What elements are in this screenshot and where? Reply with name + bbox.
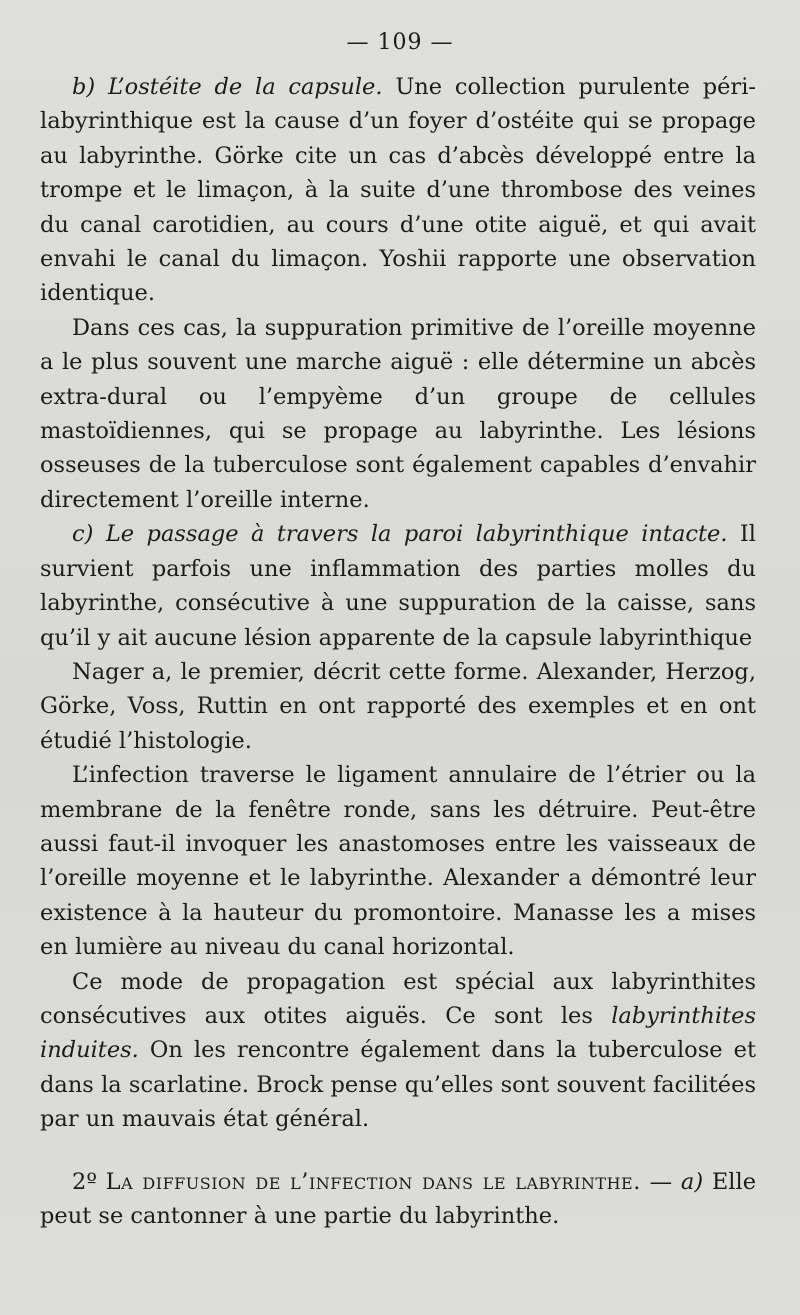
section-heading: La diffusion de l’infection dans le labyrinthe. bbox=[105, 1168, 641, 1195]
subsection-title: Le passage à travers la paroi labyrinthique intacte. bbox=[105, 521, 728, 548]
paragraph-nager: Nager a, le premier, décrit cette forme. Alexander, Herzog, Görke, Voss, Ruttin en ont rapporté des exemples et en ont étudié l’histologie. bbox=[40, 658, 756, 754]
paragraph-mode-propagation bbox=[40, 965, 756, 1137]
italic-term: labyrinthites induites. bbox=[40, 1002, 756, 1064]
paragraph-text: Une collection purulente péri-labyrinthique est la cause d’un foyer d’ostéite qui se propage au labyrinthe. Görke cite un cas d’abcès développé entre la trompe et le limaçon, à la suite d’une thrombose des veines du canal carotidien, au cours d’une otite aiguë, et qui avait envahi le canal du limaçon. Yoshii rapporte une observation identique. bbox=[40, 74, 756, 307]
paragraph-diffusion bbox=[40, 1165, 756, 1234]
dash: — bbox=[649, 1168, 673, 1195]
subsection-title: L’ostéite de la capsule. bbox=[107, 74, 383, 100]
paragraph-osteite bbox=[40, 70, 756, 311]
page-body bbox=[40, 70, 756, 1233]
paragraph-text: Ce mode de propagation est spécial aux labyrinthites consécutives aux otites aiguës. Ce sont les bbox=[40, 968, 756, 1029]
paragraph-text: On les rencontre également dans la tuberculose et dans la scarlatine. Brock pense qu’elles sont souvent facilitées par un mauvais état général. bbox=[40, 1037, 756, 1133]
page-number: — 109 — bbox=[346, 30, 454, 55]
paragraph-passage bbox=[40, 517, 756, 655]
paragraph-infection: L’infection traverse le ligament annulaire de l’étrier ou la membrane de la fenêtre ronde, sans les détruire. Peut-être aussi faut-il invoquer les anastomoses entre les vaisseaux de l’oreille moyenne et le labyrinthe. Alexander a démontré leur existence à la hauteur du promontoire. Manasse les a mises en lumière au niveau du canal horizontal. bbox=[40, 762, 756, 961]
subsection-label: a) bbox=[680, 1168, 704, 1195]
section-gap bbox=[40, 1137, 756, 1165]
paragraph-text: Il survient parfois une inflammation des parties molles du labyrinthe, consécutive à une suppuration de la caisse, sans qu’il y ait aucune lésion apparente de la capsule labyrinthique bbox=[40, 521, 757, 651]
paragraph-suppuration: Dans ces cas, la suppuration primitive de l’oreille moyenne a le plus souvent une marche aiguë : elle détermine un abcès extra-dural ou l’empyème d’un groupe de cellules mastoïdiennes, qui se propage au labyrinthe. Les lésions osseuses de la tuberculose sont également capables d’envahir directement l’oreille interne. bbox=[40, 314, 756, 513]
subsection-label: c) bbox=[72, 521, 94, 548]
paragraph-text: Elle peut se cantonner à une partie du labyrinthe. bbox=[40, 1168, 757, 1229]
subsection-label: b) bbox=[72, 74, 96, 100]
section-number: 2º bbox=[72, 1168, 97, 1195]
